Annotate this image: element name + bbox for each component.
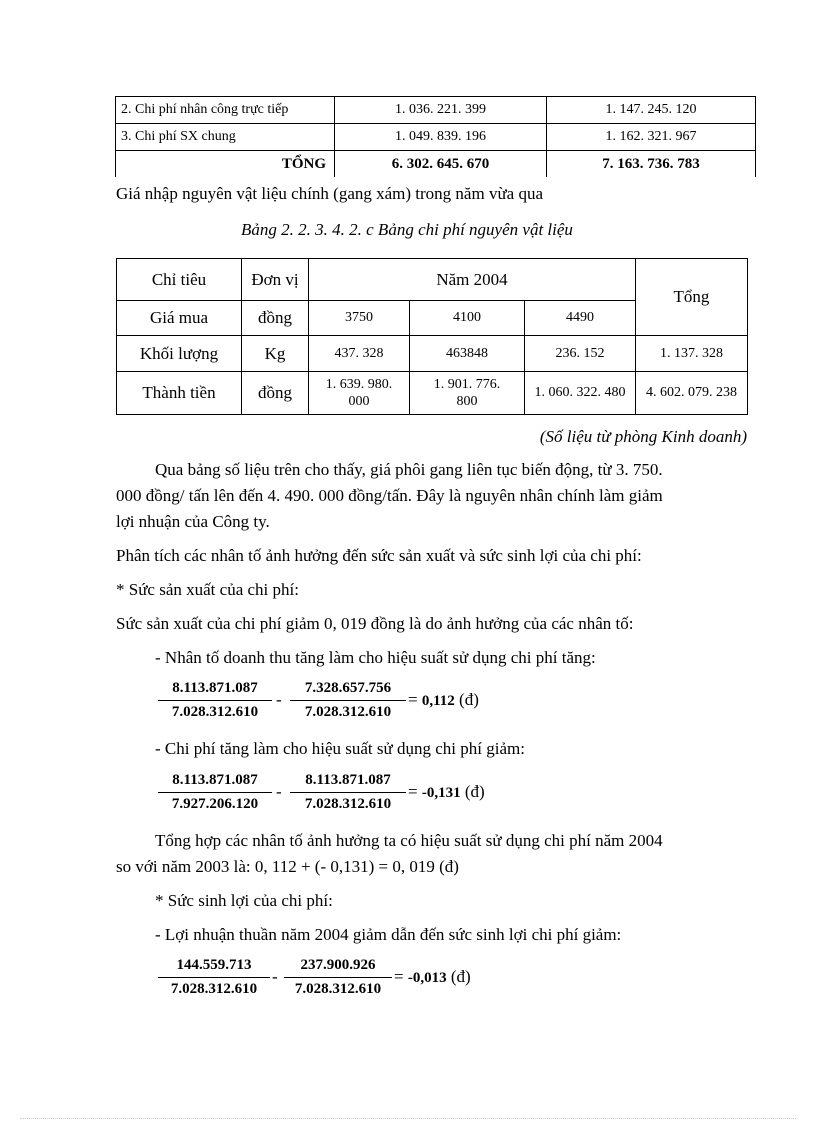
value-2003: 1. 036. 221. 399 [335, 97, 547, 124]
amount-1: 1. 639. 980. 000 [309, 372, 410, 415]
denominator: 7.028.312.610 [170, 981, 258, 997]
total-label: TỔNG [116, 151, 335, 178]
header-don-vi: Đơn vị [242, 259, 309, 301]
price-3: 4490 [525, 301, 636, 336]
minus-sign: - [276, 782, 282, 801]
amount-3: 1. 060. 322. 480 [525, 372, 636, 415]
fraction [284, 957, 392, 998]
intro-line: Giá nhập nguyên vật liệu chính (gang xám) trong năm vừa qua [116, 184, 544, 203]
minus-sign: - [272, 967, 278, 986]
fraction [290, 680, 406, 721]
table-row [117, 372, 748, 415]
unit-label: (đ) [450, 967, 471, 986]
page-bottom-divider [20, 1118, 796, 1119]
qty-1: 437. 328 [309, 336, 410, 372]
row-label: Khối lượng [117, 336, 242, 372]
material-cost-table [116, 258, 748, 415]
minus-sign: - [276, 690, 282, 709]
price-1: 3750 [309, 301, 410, 336]
paragraph-line: Phân tích các nhân tố ảnh hưởng đến sức sản xuất và sức sinh lợi của chi phí: [116, 546, 642, 565]
paragraph-line: * Sức sinh lợi của chi phí: [155, 891, 333, 910]
table-row [116, 97, 756, 124]
result-value: -0,013 [407, 970, 447, 986]
paragraph-line: - Chi phí tăng làm cho hiệu suất sử dụng chi phí giảm: [155, 739, 525, 758]
denominator: 7.028.312.610 [294, 981, 382, 997]
paragraph-line: lợi nhuận của Công ty. [116, 512, 270, 531]
amount-total: 4. 602. 079. 238 [636, 372, 748, 415]
equals-sign: = [408, 782, 418, 801]
value-2003: 1. 049. 839. 196 [335, 124, 547, 151]
denominator: 7.028.312.610 [171, 704, 259, 720]
unit-label: (đ) [464, 782, 485, 801]
value-2004: 1. 162. 321. 967 [547, 124, 756, 151]
denominator: 7.028.312.610 [304, 704, 392, 720]
header-chi-tieu: Chỉ tiêu [117, 259, 242, 301]
equals-sign: = [408, 690, 418, 709]
header-year: Năm 2004 [309, 259, 636, 301]
fraction [158, 957, 270, 998]
row-label: Giá mua [117, 301, 242, 336]
row-label: Thành tiền [117, 372, 242, 415]
result-value: 0,112 [421, 693, 455, 709]
cost-table-continued [115, 96, 756, 177]
total-row [116, 151, 756, 178]
paragraph-line: 000 đồng/ tấn lên đến 4. 490. 000 đồng/tấn. Đây là nguyên nhân chính làm giảm [116, 486, 663, 505]
total-2003: 6. 302. 645. 670 [335, 151, 547, 178]
source-note: (Số liệu từ phòng Kinh doanh) [539, 427, 747, 446]
qty-2: 463848 [410, 336, 525, 372]
table-row [116, 124, 756, 151]
denominator: 7.028.312.610 [304, 796, 392, 812]
paragraph-line: - Lợi nhuận thuần năm 2004 giảm dẫn đến sức sinh lợi chi phí giảm: [155, 925, 622, 944]
header-tong: Tổng [636, 259, 748, 336]
qty-total: 1. 137. 328 [636, 336, 748, 372]
row-label: 3. Chi phí SX chung [116, 124, 335, 151]
row-label: 2. Chi phí nhân công trực tiếp [116, 97, 335, 124]
value-2004: 1. 147. 245. 120 [547, 97, 756, 124]
unit-label: (đ) [459, 690, 479, 709]
numerator: 8.113.871.087 [158, 772, 272, 793]
row-unit: đồng [242, 372, 309, 415]
numerator: 8.113.871.087 [290, 772, 406, 793]
qty-3: 236. 152 [525, 336, 636, 372]
result-value: -0,131 [421, 785, 461, 801]
paragraph-line: so với năm 2003 là: 0, 112 + (- 0,131) = 0, 019 (đ) [116, 857, 459, 876]
denominator: 7.927.206.120 [171, 796, 259, 812]
paragraph-line: * Sức sản xuất của chi phí: [116, 580, 299, 599]
formula-result [408, 690, 479, 710]
paragraph-line: Qua bảng số liệu trên cho thấy, giá phôi gang liên tục biến động, từ 3. 750. [155, 460, 663, 479]
numerator: 237.900.926 [284, 957, 392, 978]
paragraph-line: - Nhân tố doanh thu tăng làm cho hiệu suất sử dụng chi phí tăng: [155, 648, 596, 667]
numerator: 7.328.657.756 [290, 680, 406, 701]
formula-result [394, 967, 471, 987]
header-row [117, 259, 748, 301]
equals-sign: = [394, 967, 404, 986]
amount-2: 1. 901. 776. 800 [410, 372, 525, 415]
price-2: 4100 [410, 301, 525, 336]
formula-result [408, 782, 485, 802]
row-unit: Kg [242, 336, 309, 372]
total-2004: 7. 163. 736. 783 [547, 151, 756, 178]
table-caption: Bảng 2. 2. 3. 4. 2. c Bảng chi phí nguyên vật liệu [241, 220, 573, 239]
fraction [158, 772, 272, 813]
numerator: 144.559.713 [158, 957, 270, 978]
table-row [117, 336, 748, 372]
fraction [290, 772, 406, 813]
row-unit: đồng [242, 301, 309, 336]
paragraph-line: Tổng hợp các nhân tố ảnh hưởng ta có hiệu suất sử dụng chi phí năm 2004 [155, 831, 663, 850]
fraction [158, 680, 272, 721]
paragraph-line: Sức sản xuất của chi phí giảm 0, 019 đồng là do ảnh hưởng của các nhân tố: [116, 614, 634, 633]
numerator: 8.113.871.087 [158, 680, 272, 701]
